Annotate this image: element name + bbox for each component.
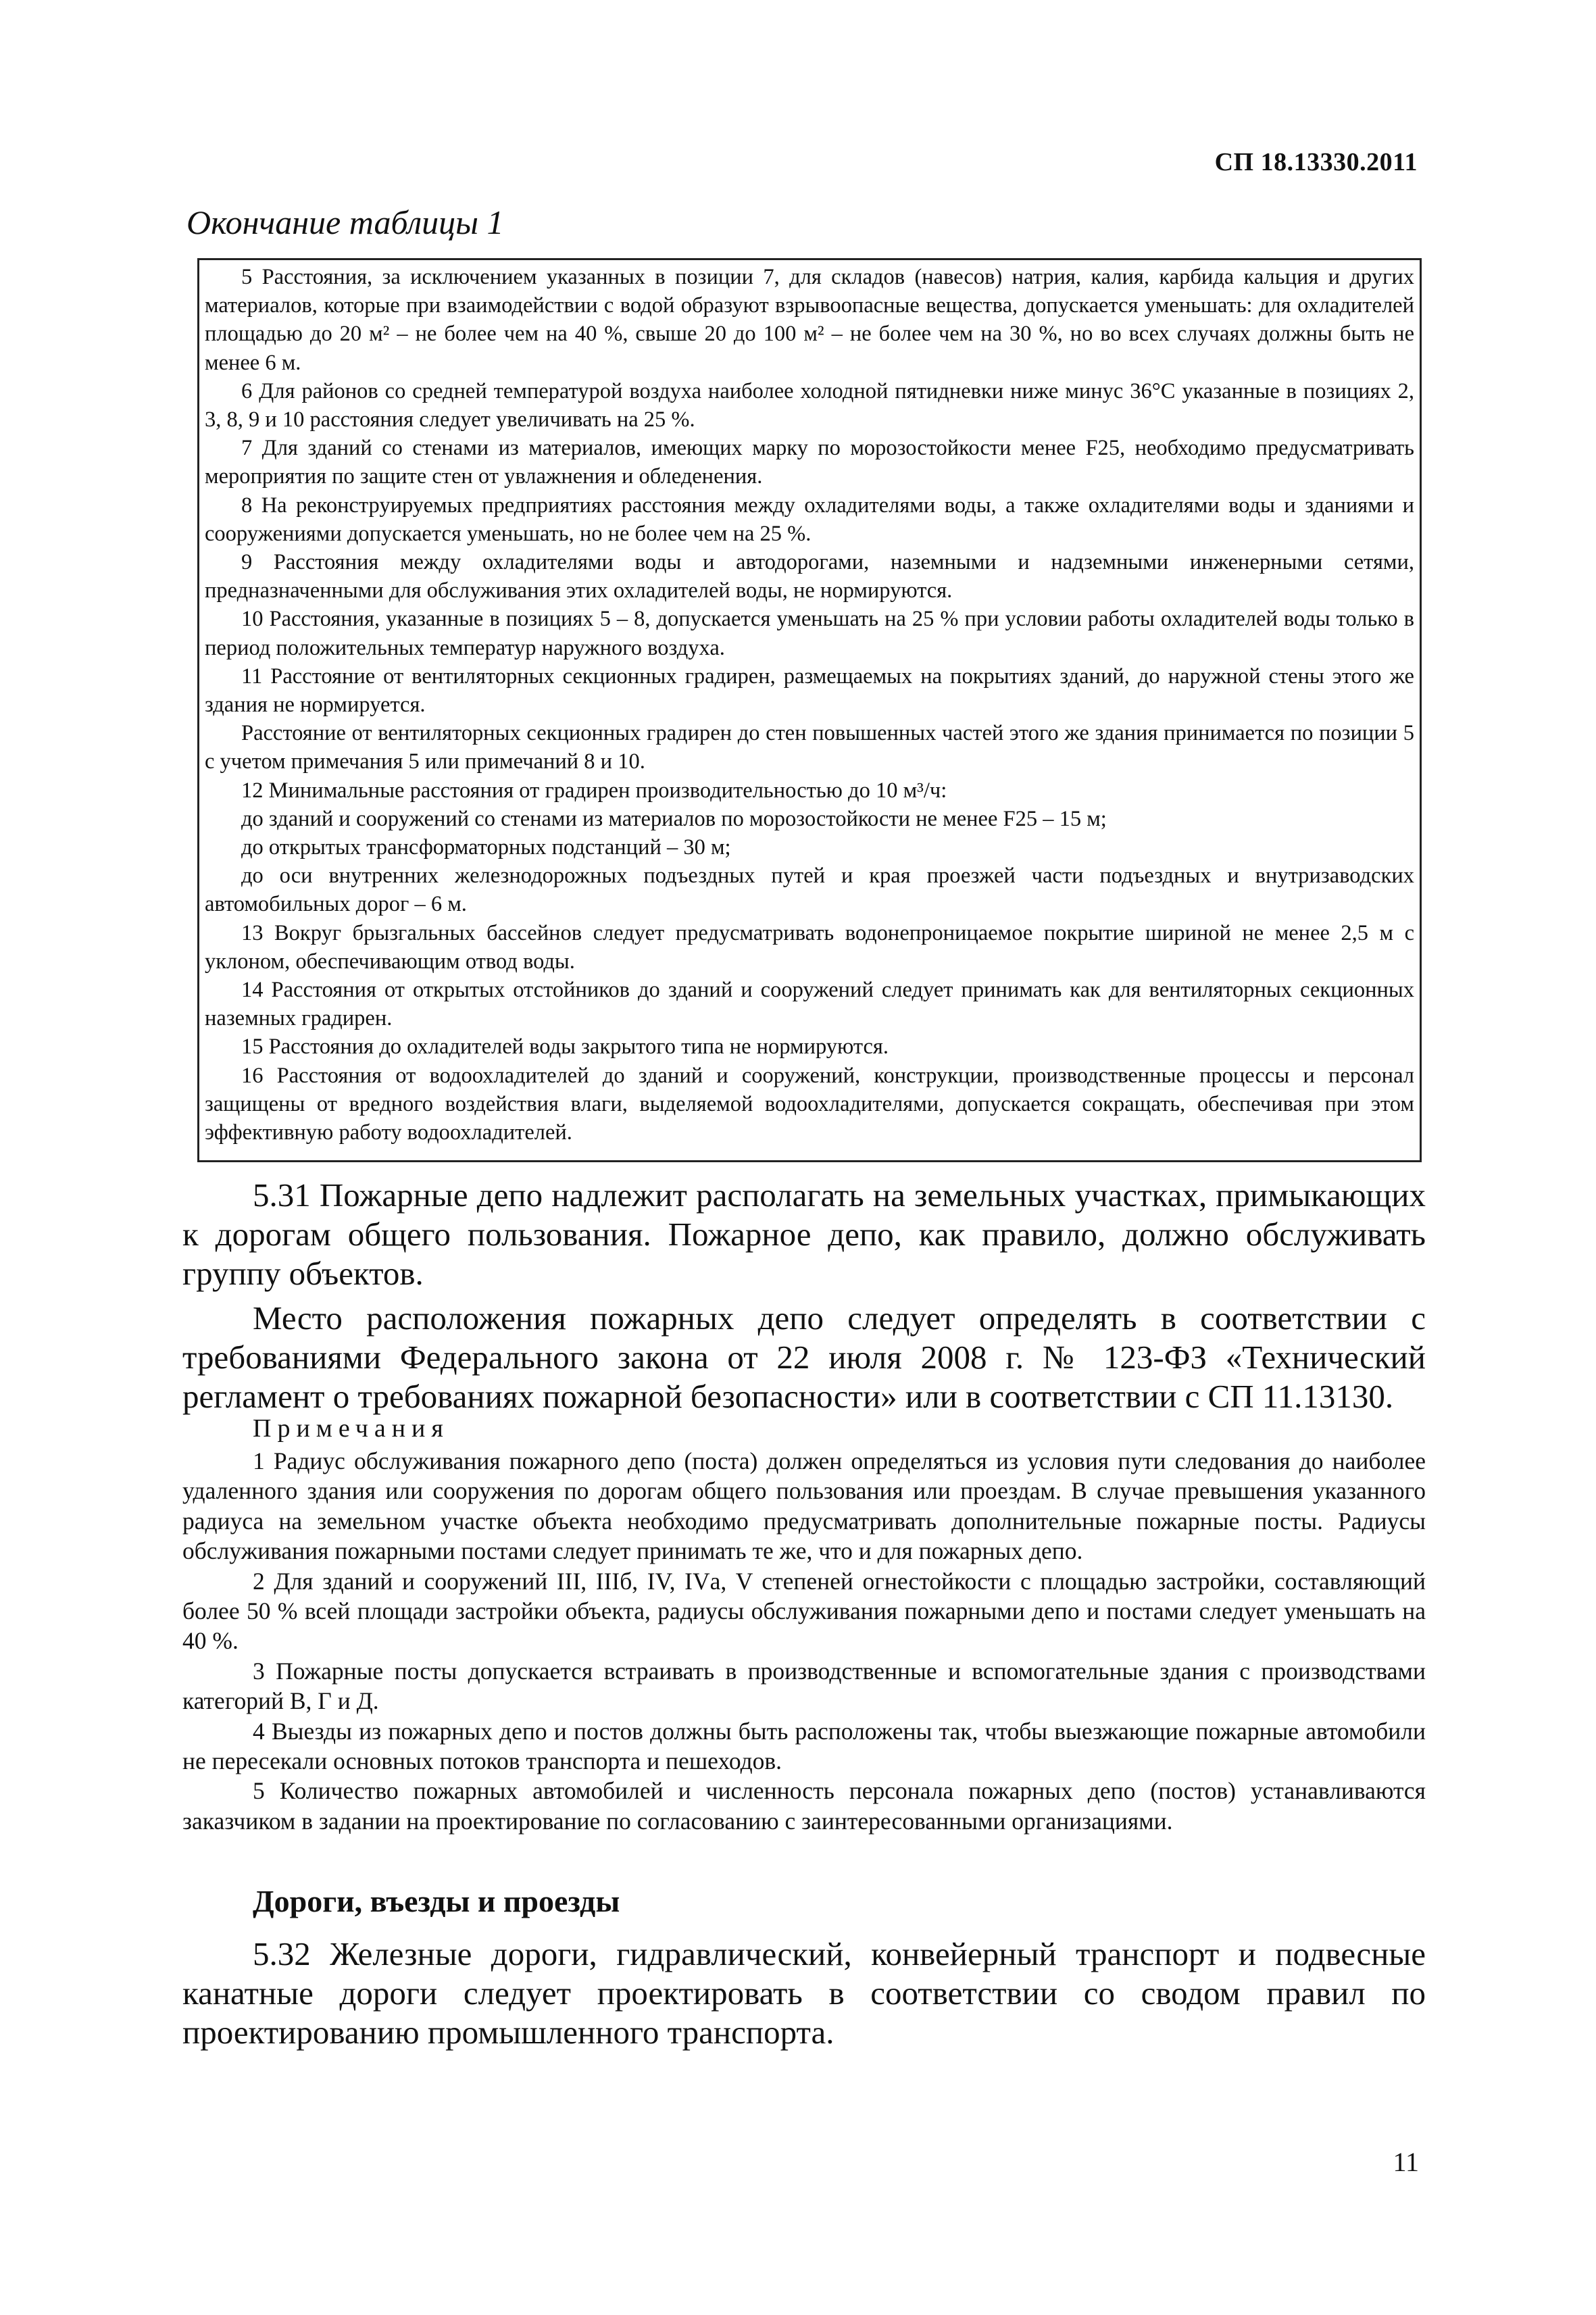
table-note-9: 9 Расстояния между охладителями воды и автодорогами, наземными и надземными инженерными сетями, предназначенными для обслуживания этих охладителей воды, не нормируются. xyxy=(205,550,1414,603)
note-4: 4 Выезды из пожарных депо и постов должны быть расположены так, чтобы выезжающие пожарные автомобили не пересекали основных потоков транспорта и пешеходов. xyxy=(182,1717,1426,1775)
clause-5-31-paragraph-2: Место расположения пожарных депо следует определять в соответствии с требованиями Федерального закона от 22 июля 2008 г. № 123-ФЗ «Технический регламент о требованиях пожарной безопасности» или в соответствии с СП 11.13130. xyxy=(182,1299,1426,1415)
table-note-5: 5 Расстояния, за исключением указанных в позиции 7, для складов (навесов) натрия, калия, карбида кальция и других материалов, которые при взаимодействии с водой образуют взрывоопасные вещества, допускается уменьшать: для охладителей площадью до 20 м² – не более чем на 40 %, свыше 20 до 100 м² – не более чем на 30 %, но во всех случаях должны быть не менее 6 м. xyxy=(205,265,1414,375)
page-number: 11 xyxy=(1393,2147,1419,2177)
table-note-10: 10 Расстояния, указанные в позициях 5 – 8, допускается уменьшать на 25 % при условии работы охладителей воды только в период положительных температур наружного воздуха. xyxy=(205,607,1414,660)
table-note-6: 6 Для районов со средней температурой воздуха наиболее холодной пятидневки ниже минус 36°С указанные в позициях 2, 3, 8, 9 и 10 расстояния следует увеличивать на 25 %. xyxy=(205,378,1414,432)
note-3: 3 Пожарные посты допускается встраивать в производственные и вспомогательные здания с производствами категорий В, Г и Д. xyxy=(182,1657,1426,1715)
table-note-12-item-buildings: до зданий и сооружений со стенами из материалов по морозостойкости не менее F25 – 15 м; xyxy=(241,806,1107,831)
table-notes-box xyxy=(197,258,1422,1162)
note-5: 5 Количество пожарных автомобилей и численность персонала пожарных депо (постов) устанавливаются заказчиком в задании на проектирование по согласованию с заинтересованными организациями. xyxy=(182,1777,1426,1835)
table-note-12-item-railways: до оси внутренних железнодорожных подъездных путей и края проезжей части подъездных и внутризаводских автомобильных дорог – 6 м. xyxy=(205,864,1414,917)
table-note-15: 15 Расстояния до охладителей воды закрытого типа не нормируются. xyxy=(241,1035,889,1060)
table-note-11-continuation: Расстояние от вентиляторных секционных градирен до стен повышенных частей этого же здания принимается по позиции 5 с учетом примечания 5 или примечаний 8 и 10. xyxy=(205,721,1414,774)
table-note-8: 8 На реконструируемых предприятиях расстояния между охладителями воды, а также охладителями воды и зданиями и сооружениями допускается уменьшать, но не более чем на 25 %. xyxy=(205,493,1414,546)
clause-5-32-paragraph: 5.32 Железные дороги, гидравлический, конвейерный транспорт и подвесные канатные дороги следует проектировать в соответствии со сводом правил по проектированию промышленного транспорта. xyxy=(182,1935,1426,2051)
notes-heading: Примечания xyxy=(253,1414,449,1443)
table-note-13: 13 Вокруг брызгальных бассейнов следует предусматривать водонепроницаемое покрытие шириной не менее 2,5 м с уклоном, обеспечивающим отвод воды. xyxy=(205,920,1414,974)
document-code: СП 18.13330.2011 xyxy=(1214,148,1418,176)
section-title: Дороги, въезды и проезды xyxy=(253,1884,620,1918)
table-note-11: 11 Расстояние от вентиляторных секционных градирен, размещаемых на покрытиях зданий, до наружной стены этого же здания не нормируется. xyxy=(205,664,1414,718)
table-note-12: 12 Минимальные расстояния от градирен производительностью до 10 м³/ч: xyxy=(241,778,947,803)
clause-5-31 xyxy=(182,1176,1426,1416)
table-note-12-item-substations: до открытых трансформаторных подстанций – 30 м; xyxy=(241,835,731,860)
clause-5-32 xyxy=(182,1935,1426,2052)
table-caption: Окончание таблицы 1 xyxy=(186,203,504,241)
note-1: 1 Радиус обслуживания пожарного депо (поста) должен определяться из условия пути следования до наиболее удаленного здания или сооружения по дорогам общего пользования или проездам. В случае превышения указанного радиуса на земельном участке объекта необходимо предусматривать дополнительные пожарные посты. Радиусы обслуживания пожарными постами следует принимать те же, что и для пожарных депо. xyxy=(182,1447,1426,1565)
table-note-16: 16 Расстояния от водоохладителей до зданий и сооружений, конструкции, производственные процессы и персонал защищены от вредного воздействия влаги, выделяемой водоохладителями, допускается сокращать, обеспечивая при этом эффективную работу водоохладителей. xyxy=(205,1063,1414,1145)
note-2: 2 Для зданий и сооружений III, IIIб, IV, IVа, V степеней огнестойкости с площадью застройки, составляющий более 50 % всей площади застройки объекта, радиусы обслуживания пожарными депо и постами следует уменьшать на 40 %. xyxy=(182,1567,1426,1655)
table-note-7: 7 Для зданий со стенами из материалов, имеющих марку по морозостойкости менее F25, необходимо предусматривать мероприятия по защите стен от увлажнения и обледенения. xyxy=(205,436,1414,489)
notes-list xyxy=(182,1446,1426,1836)
clause-5-31-paragraph-1: 5.31 Пожарные депо надлежит располагать на земельных участках, примыкающих к дорогам общего пользования. Пожарное депо, как правило, должно обслуживать группу объектов. xyxy=(182,1176,1426,1292)
table-note-14: 14 Расстояния от открытых отстойников до зданий и сооружений следует принимать как для вентиляторных секционных наземных градирен. xyxy=(205,978,1414,1031)
